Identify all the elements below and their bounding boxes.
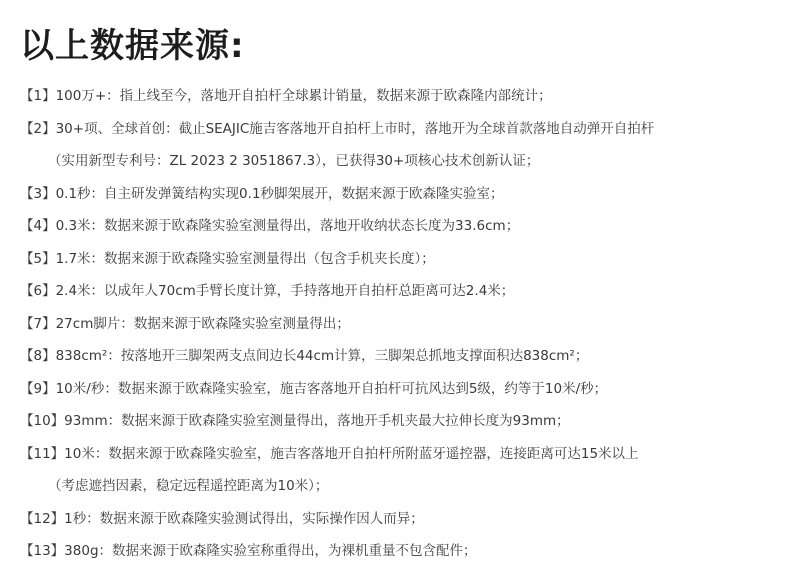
note-line-1: 【1】100万+：指上线至今，落地开自拍杆全球累计销量，数据来源于欧森隆内部统计； [20,88,552,104]
source-notes-list [0,80,790,568]
note-line-10: 【10】93mm：数据来源于欧森隆实验室测量得出，落地开手机夹最大拉伸长度为93mm； [20,413,570,429]
note-line-11-continued: （考虑遮挡因素，稳定远程遥控距离为10米）； [48,478,329,494]
note-line-9: 【9】10米/秒：数据来源于欧森隆实验室，施吉客落地开自拍杆可抗风达到5级，约等于10米/秒； [20,380,608,397]
note-line-7: 【7】27cm脚片：数据来源于欧森隆实验室测量得出； [20,315,350,332]
note-line-2-continued: （实用新型专利号：ZL 2023 2 3051867.3），已获得30+项核心技术创新认证； [48,153,540,169]
note-line-12: 【12】1秒：数据来源于欧森隆实验测试得出，实际操作因人而异； [20,510,424,527]
note-line-6: 【6】2.4米：以成年人70cm手臂长度计算，手持落地开自拍杆总距离可达2.4米； [20,283,515,299]
note-line-13: 【13】380g：数据来源于欧森隆实验室称重得出，为裸机重量不包含配件； [20,543,477,559]
note-line-2: 【2】30+项、全球首创：截止SEAJIC施吉客落地开自拍杆上市时，落地开为全球首款落地自动弹开自拍杆 [20,120,655,137]
note-line-4: 【4】0.3米：数据来源于欧森隆实验室测量得出，落地开收纳状态长度为33.6cm； [20,218,520,234]
note-line-11: 【11】10米：数据来源于欧森隆实验室，施吉客落地开自拍杆所附蓝牙遥控器，连接距离可达15米以上 [20,445,639,462]
note-line-5: 【5】1.7米：数据来源于欧森隆实验室测量得出（包含手机夹长度）； [20,250,435,267]
page-title: 以上数据来源: [20,26,245,66]
note-line-8: 【8】838cm²：按落地开三脚架两支点间边长44cm计算，三脚架总抓地支撑面积达838cm²； [20,348,589,364]
note-line-3: 【3】0.1秒：自主研发弹簧结构实现0.1秒脚架展开，数据来源于欧森隆实验室； [20,185,504,202]
